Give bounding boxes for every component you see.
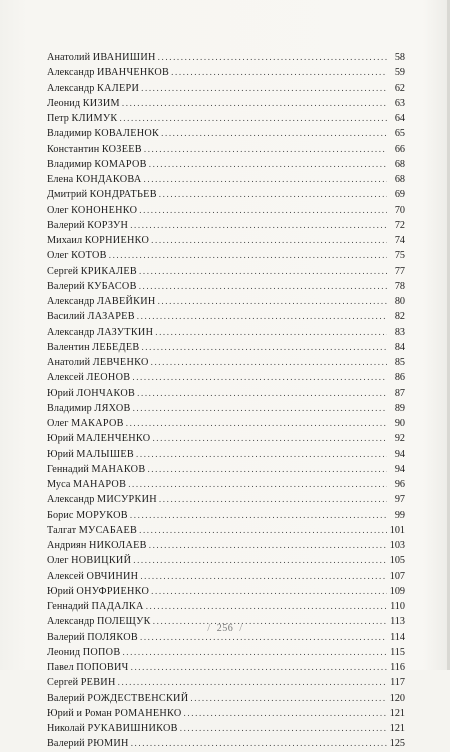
toc-entry-name xyxy=(47,340,141,355)
toc-entry-name xyxy=(47,569,140,584)
toc-entry xyxy=(47,416,405,431)
toc-dot-leader xyxy=(171,65,387,80)
toc-entry-name xyxy=(47,584,151,599)
toc-page-number: 116 xyxy=(390,662,405,673)
toc-entry-name xyxy=(47,233,151,248)
toc-dot-leader xyxy=(133,401,387,416)
toc-page-number: 99 xyxy=(394,509,405,521)
toc-entry-name xyxy=(47,294,158,309)
toc-entry-name xyxy=(47,65,171,80)
toc-last-name: МОРУКОВ xyxy=(76,509,128,521)
toc-page-number: 68 xyxy=(394,174,405,185)
folio-left-slash: / xyxy=(207,622,211,634)
toc-dot-leader xyxy=(180,721,387,736)
toc-dot-leader xyxy=(151,233,387,248)
toc-dot-leader xyxy=(151,355,387,370)
toc-page-number: 94 xyxy=(394,448,405,460)
toc-entry-name xyxy=(47,386,137,401)
toc-page-number: 103 xyxy=(389,540,405,551)
toc-entry xyxy=(47,279,405,294)
toc-entry-name xyxy=(47,675,118,690)
toc-entry xyxy=(47,157,405,172)
toc-entry xyxy=(47,233,405,248)
toc-entry xyxy=(47,340,405,355)
toc-entry xyxy=(47,721,405,736)
toc-first-name: Александр xyxy=(47,67,95,79)
toc-first-name: Валентин xyxy=(47,341,90,353)
toc-entry xyxy=(47,599,405,614)
toc-first-name: Геннадий xyxy=(47,463,89,475)
toc-entry-name xyxy=(47,81,141,96)
toc-page-number: 89 xyxy=(394,402,405,414)
toc-entry xyxy=(47,386,405,401)
folio-number: 256 xyxy=(216,623,234,634)
toc-dot-leader xyxy=(109,248,387,263)
toc-first-name: Павел xyxy=(47,662,74,673)
toc-first-name: Елена xyxy=(47,174,74,185)
toc-last-name: КОЗЕЕВ xyxy=(101,143,142,155)
toc-page-number: 121 xyxy=(389,723,405,734)
toc-entry xyxy=(47,355,405,370)
toc-entry-name xyxy=(47,157,149,172)
toc-first-name: Александр xyxy=(47,82,95,94)
toc-entry xyxy=(47,264,405,279)
toc-dot-leader xyxy=(131,660,387,675)
toc-last-name: РОЖДЕСТВЕНСКИЙ xyxy=(87,692,189,704)
toc-page-number: 82 xyxy=(394,311,405,323)
toc-entry xyxy=(47,126,405,141)
toc-page-number: 74 xyxy=(394,235,405,246)
toc-first-name: Александр xyxy=(47,296,95,307)
toc-entry xyxy=(47,675,405,690)
toc-first-name: Олег xyxy=(47,555,69,567)
toc-entry xyxy=(47,172,405,187)
toc-last-name: ИВАНИШИН xyxy=(92,52,156,63)
toc-last-name: КРИКАЛЕВ xyxy=(80,265,138,277)
toc-first-name: Алексей xyxy=(47,372,84,384)
toc-last-name: МАНАРОВ xyxy=(73,479,127,490)
toc-page-number: 70 xyxy=(394,204,405,216)
toc-entry-name xyxy=(47,111,119,126)
toc-last-name: ЛЯХОВ xyxy=(94,402,131,414)
toc-entry-name xyxy=(47,431,152,446)
toc-entry xyxy=(47,111,405,126)
toc-dot-leader xyxy=(184,706,387,721)
toc-first-name: Геннадий xyxy=(47,601,89,612)
toc-dot-leader xyxy=(152,431,387,446)
toc-page-number: 86 xyxy=(394,372,405,384)
toc-entry-name xyxy=(47,508,130,523)
toc-last-name: ПАДАЛКА xyxy=(91,601,144,612)
toc-first-name: Владимир xyxy=(47,402,92,414)
toc-dot-leader xyxy=(139,264,387,279)
toc-dot-leader xyxy=(159,492,387,507)
toc-last-name: КИЗИМ xyxy=(82,97,120,109)
toc-page-number: 84 xyxy=(394,341,405,353)
toc-entry xyxy=(47,553,405,568)
toc-last-name: КАЛЕРИ xyxy=(97,82,140,94)
toc-entry xyxy=(47,203,405,218)
toc-last-name: ИВАНЧЕНКОВ xyxy=(97,67,170,79)
toc-page-number: 115 xyxy=(390,646,405,658)
toc-dot-leader xyxy=(190,691,387,706)
toc-last-name: ПОЛЕЩУК xyxy=(97,616,151,628)
toc-last-name: КОРЗУН xyxy=(87,219,129,231)
toc-entry-name xyxy=(47,660,131,675)
toc-last-name: МУСАБАЕВ xyxy=(78,524,138,536)
toc-entry xyxy=(47,309,405,324)
toc-dot-leader xyxy=(122,96,387,111)
toc-entry xyxy=(47,477,405,492)
toc-entry xyxy=(47,96,405,111)
toc-page-number: 62 xyxy=(394,82,405,94)
toc-dot-leader xyxy=(126,416,387,431)
toc-last-name: МАЛЕНЧЕНКО xyxy=(76,433,151,445)
toc-last-name: ПОПОВ xyxy=(82,646,121,658)
toc-first-name: Олег xyxy=(47,418,69,429)
toc-first-name: Александр xyxy=(47,494,95,506)
toc-first-name: Сергей xyxy=(47,677,79,689)
toc-last-name: КОНДАКОВА xyxy=(75,174,142,185)
toc-entry xyxy=(47,492,405,507)
toc-entry-name xyxy=(47,477,128,492)
toc-first-name: Талгат xyxy=(47,524,77,536)
toc-last-name: ЛАВЕЙКИН xyxy=(97,296,156,307)
toc-page-number: 65 xyxy=(394,128,405,140)
toc-first-name: Леонид xyxy=(47,97,81,109)
toc-first-name: Валерий xyxy=(47,219,85,231)
toc-entry xyxy=(47,569,405,584)
toc-first-name: Олег xyxy=(47,250,69,262)
toc-entry-name xyxy=(47,96,122,111)
toc-first-name: Валерий xyxy=(47,692,85,704)
toc-last-name: ЛЕВЧЕНКО xyxy=(92,357,149,368)
toc-first-name: Валерий xyxy=(47,631,85,643)
toc-entry xyxy=(47,462,405,477)
toc-page-number: 69 xyxy=(394,189,405,201)
toc-last-name: РЕВИН xyxy=(80,677,116,689)
toc-last-name: РЮМИН xyxy=(87,738,129,750)
toc-last-name: ЛОНЧАКОВ xyxy=(76,387,136,399)
toc-entry-name xyxy=(47,691,190,706)
toc-entry-name xyxy=(47,447,136,462)
toc-entry-name xyxy=(47,126,161,141)
toc-first-name: Олег xyxy=(47,204,69,216)
toc-first-name: Владимир xyxy=(47,128,92,140)
toc-first-name: Валерий xyxy=(47,280,85,292)
toc-last-name: КОНОНЕНКО xyxy=(71,204,138,216)
toc-first-name: Константин xyxy=(47,143,100,155)
toc-page-number: 105 xyxy=(389,555,405,567)
toc-dot-leader xyxy=(136,447,387,462)
toc-entry-name xyxy=(47,142,144,157)
toc-dot-leader xyxy=(141,81,387,96)
toc-dot-leader xyxy=(133,553,387,568)
toc-page-number: 114 xyxy=(390,631,405,643)
toc-last-name: КОРНИЕНКО xyxy=(84,235,150,246)
toc-last-name: КОТОВ xyxy=(71,250,107,262)
toc-first-name: Сергей xyxy=(47,265,79,277)
toc-dot-leader xyxy=(158,294,387,309)
toc-entry xyxy=(47,218,405,233)
folio-right-slash: / xyxy=(239,622,243,634)
toc-entry xyxy=(47,523,405,538)
toc-last-name: ПОПОВИЧ xyxy=(76,662,129,673)
toc-entry xyxy=(47,508,405,523)
toc-page-number: 78 xyxy=(394,280,405,292)
toc-last-name: МАЛЫШЕВ xyxy=(76,448,135,460)
toc-page-number: 87 xyxy=(394,387,405,399)
toc-dot-leader xyxy=(137,386,387,401)
toc-first-name: Леонид xyxy=(47,646,81,658)
toc-first-name: Алексей xyxy=(47,570,84,582)
toc-dot-leader xyxy=(149,157,387,172)
toc-page-number: 120 xyxy=(389,692,405,704)
toc-page-number: 113 xyxy=(390,616,405,628)
toc-page-number: 97 xyxy=(394,494,405,506)
toc-entry-name xyxy=(47,401,133,416)
toc-last-name: ЛЕБЕДЕВ xyxy=(92,341,140,353)
toc-page-number: 72 xyxy=(394,219,405,231)
toc-entry-name xyxy=(47,309,137,324)
toc-last-name: КЛИМУК xyxy=(71,113,118,124)
toc-first-name: Петр xyxy=(47,113,69,124)
toc-entry-name xyxy=(47,279,139,294)
toc-dot-leader xyxy=(119,111,387,126)
toc-entry-name xyxy=(47,599,146,614)
toc-page-number: 101 xyxy=(389,524,405,536)
toc-entry xyxy=(47,187,405,202)
toc-dot-leader xyxy=(139,203,387,218)
toc-last-name: НОВИЦКИЙ xyxy=(71,555,132,567)
toc-entry xyxy=(47,401,405,416)
toc-page-number: 117 xyxy=(390,677,405,689)
toc-entry xyxy=(47,584,405,599)
toc-dot-leader xyxy=(146,599,387,614)
toc-entry-name xyxy=(47,553,133,568)
toc-first-name: Муса xyxy=(47,479,71,490)
toc-first-name: Юрий и Роман xyxy=(47,707,112,719)
toc-dot-leader xyxy=(141,340,387,355)
toc-page-number: 64 xyxy=(394,113,405,124)
toc-dot-leader xyxy=(161,126,387,141)
toc-entry xyxy=(47,81,405,96)
toc-dot-leader xyxy=(155,325,387,340)
toc-page-number: 90 xyxy=(394,418,405,429)
toc-page-number: 58 xyxy=(394,52,405,63)
toc-page-number: 80 xyxy=(394,296,405,307)
toc-entry-name xyxy=(47,706,184,721)
toc-last-name: ЛАЗАРЕВ xyxy=(87,311,135,323)
toc-entry xyxy=(47,294,405,309)
toc-entry xyxy=(47,691,405,706)
toc-entry-name xyxy=(47,172,144,187)
toc-entry-name xyxy=(47,538,149,553)
toc-entry xyxy=(47,706,405,721)
toc-page-number: 66 xyxy=(394,143,405,155)
toc-entry-name xyxy=(47,218,130,233)
toc-dot-leader xyxy=(140,569,387,584)
toc-entry xyxy=(47,248,405,263)
toc-last-name: МАКАРОВ xyxy=(71,418,124,429)
toc-first-name: Юрий xyxy=(47,433,74,445)
toc-last-name: КУБАСОВ xyxy=(87,280,137,292)
toc-first-name: Анатолий xyxy=(47,357,91,368)
toc-page-number: 85 xyxy=(394,357,405,368)
toc-last-name: ПОЛЯКОВ xyxy=(87,631,138,643)
toc-first-name: Валерий xyxy=(47,738,85,750)
toc-entry-name xyxy=(47,50,158,65)
toc-first-name: Юрий xyxy=(47,387,74,399)
toc-entry-name xyxy=(47,462,147,477)
toc-first-name: Анатолий xyxy=(47,52,91,63)
toc-dot-leader xyxy=(122,645,387,660)
toc-dot-leader xyxy=(131,736,387,751)
toc-page-number: 109 xyxy=(389,585,405,597)
toc-dot-leader xyxy=(159,187,387,202)
toc-first-name: Дмитрий xyxy=(47,189,88,201)
toc-first-name: Александр xyxy=(47,616,95,628)
toc-entry-name xyxy=(47,203,139,218)
toc-dot-leader xyxy=(158,50,387,65)
toc-entry xyxy=(47,538,405,553)
toc-first-name: Николай xyxy=(47,723,85,734)
toc-first-name: Андриян xyxy=(47,540,87,551)
toc-entry-name xyxy=(47,325,155,340)
toc-last-name: КОНДРАТЬЕВ xyxy=(89,189,157,201)
toc-entry-name xyxy=(47,187,159,202)
toc-dot-leader xyxy=(118,675,387,690)
toc-dot-leader xyxy=(139,279,387,294)
toc-first-name: Борис xyxy=(47,509,74,521)
toc-page-number: 68 xyxy=(394,158,405,170)
toc-entry-name xyxy=(47,355,151,370)
toc-first-name: Юрий xyxy=(47,448,74,460)
toc-page-number: 96 xyxy=(394,479,405,490)
toc-entry-name xyxy=(47,721,180,736)
toc-entry xyxy=(47,65,405,80)
toc-first-name: Александр xyxy=(47,326,95,338)
toc-last-name: ЛАЗУТКИН xyxy=(97,326,154,338)
toc-dot-leader xyxy=(139,523,387,538)
toc-page-number: 107 xyxy=(389,570,405,582)
toc-entry-name xyxy=(47,492,159,507)
toc-first-name: Владимир xyxy=(47,158,92,170)
toc-page-number: 77 xyxy=(394,265,405,277)
toc-page-number: 94 xyxy=(394,463,405,475)
toc-dot-leader xyxy=(130,508,387,523)
page-number xyxy=(0,622,450,634)
toc-entry-name xyxy=(47,248,109,263)
toc-first-name: Михаил xyxy=(47,235,83,246)
toc-dot-leader xyxy=(137,309,387,324)
toc-dot-leader xyxy=(132,370,387,385)
toc-entry-name xyxy=(47,736,131,751)
toc-page-number: 121 xyxy=(389,707,405,719)
toc-page-number: 110 xyxy=(390,601,405,612)
toc-first-name: Василий xyxy=(47,311,85,323)
toc-entry-name xyxy=(47,370,132,385)
toc-page-number: 59 xyxy=(394,67,405,79)
toc-entry-name xyxy=(47,264,139,279)
toc-last-name: РОМАНЕНКО xyxy=(114,707,182,719)
toc-entry xyxy=(47,736,405,751)
toc-entry-name xyxy=(47,416,126,431)
toc-entry xyxy=(47,142,405,157)
toc-last-name: ОНУФРИЕНКО xyxy=(76,585,150,597)
toc-dot-leader xyxy=(144,172,387,187)
toc-last-name: ОВЧИНИН xyxy=(86,570,139,582)
table-of-contents xyxy=(47,50,405,752)
toc-last-name: МИСУРКИН xyxy=(97,494,157,506)
toc-entry-name xyxy=(47,645,122,660)
toc-entry xyxy=(47,325,405,340)
toc-entry xyxy=(47,50,405,65)
toc-page-number: 63 xyxy=(394,97,405,109)
toc-dot-leader xyxy=(149,538,387,553)
toc-entry xyxy=(47,370,405,385)
toc-page-number: 92 xyxy=(394,433,405,445)
toc-page-number: 83 xyxy=(394,326,405,338)
toc-last-name: ЛЕОНОВ xyxy=(86,372,131,384)
toc-dot-leader xyxy=(130,218,387,233)
toc-last-name: НИКОЛАЕВ xyxy=(88,540,147,551)
toc-dot-leader xyxy=(151,584,387,599)
toc-page-number: 75 xyxy=(394,250,405,262)
toc-last-name: РУКАВИШНИКОВ xyxy=(87,723,178,734)
toc-page-number: 125 xyxy=(389,738,405,750)
toc-entry xyxy=(47,431,405,446)
toc-entry xyxy=(47,660,405,675)
toc-entry-name xyxy=(47,523,139,538)
toc-first-name: Юрий xyxy=(47,585,74,597)
toc-dot-leader xyxy=(128,477,387,492)
toc-dot-leader xyxy=(147,462,387,477)
toc-last-name: МАНАКОВ xyxy=(91,463,146,475)
toc-entry xyxy=(47,447,405,462)
toc-last-name: КОВАЛЕНОК xyxy=(94,128,160,140)
toc-entry xyxy=(47,645,405,660)
toc-last-name: КОМАРОВ xyxy=(94,158,147,170)
toc-dot-leader xyxy=(144,142,387,157)
